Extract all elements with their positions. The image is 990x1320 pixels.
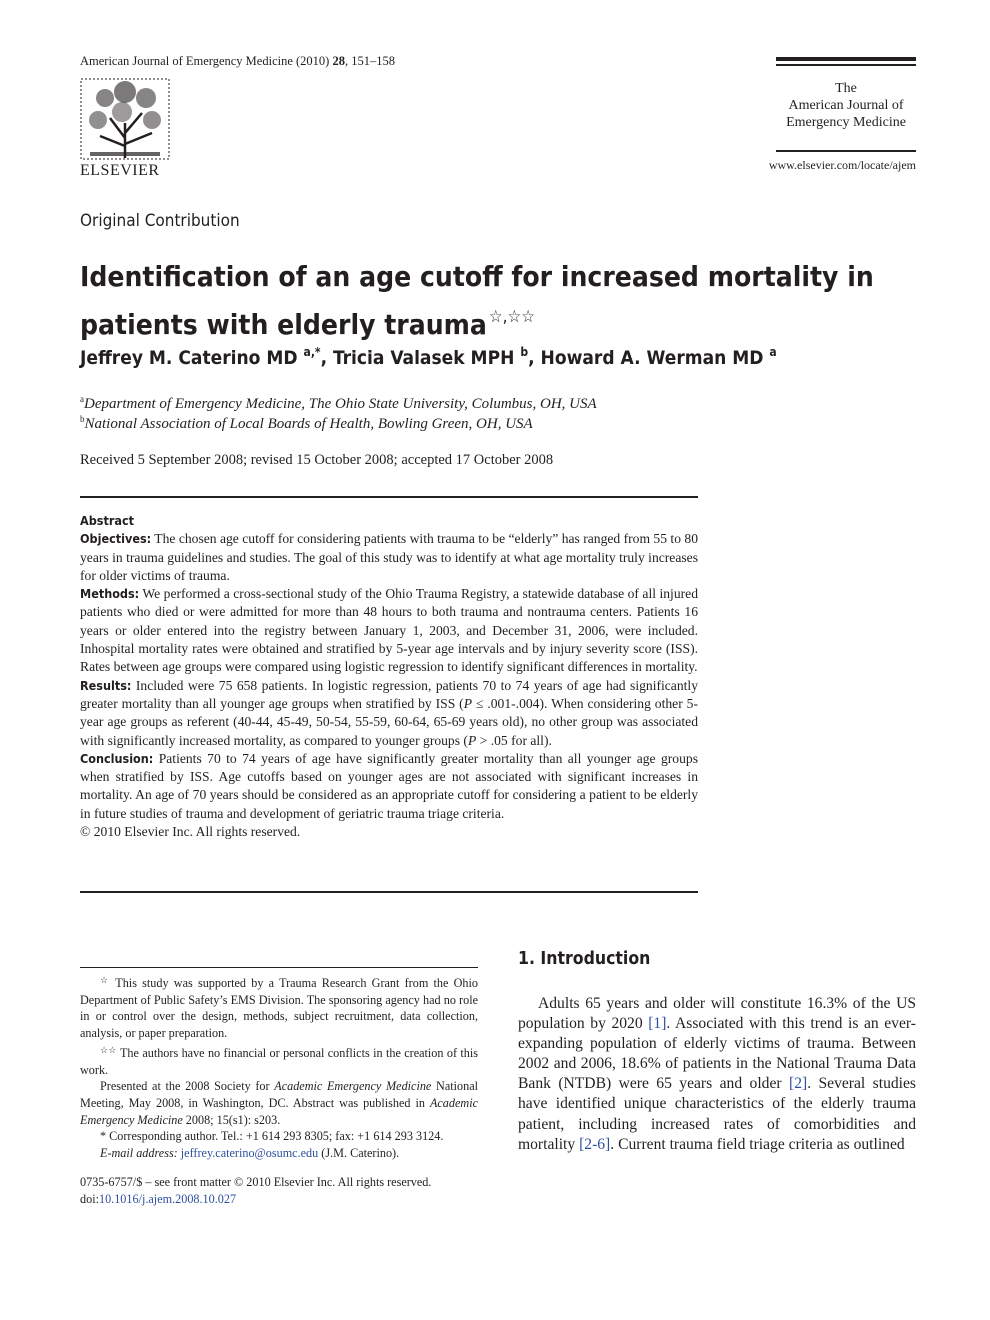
citation-pages: , 151–158 [344,54,395,68]
journal-url[interactable]: www.elsevier.com/locate/ajem [768,158,916,172]
journal-citation [80,54,395,69]
intro-text: . Current trauma field triage criteria as outlined [610,1135,905,1153]
front-matter [80,1174,431,1208]
section-type: Original Contribution [80,211,240,231]
footnote-text: The authors have no financial or personal conflicts in the creation of this work. [80,1045,479,1077]
introduction-heading: 1. Introduction [518,949,651,969]
reference-link[interactable]: [1] [648,1015,667,1033]
reference-link[interactable]: [2] [789,1075,808,1093]
doi-line [80,1191,431,1208]
footnote-italic: Academic Emergency Medicine [80,1095,478,1127]
affiliation-text: Department of Emergency Medicine, The Ohio State University, Columbus, OH, USA [84,396,597,412]
footnote-text: National Meeting, May 2008, in Washington, DC. Abstract was published in [80,1079,478,1110]
objectives-label: Objectives: [80,531,152,547]
footnote-rule [80,967,478,968]
footnote-text: Presented at the 2008 Society for [100,1079,275,1094]
intro-text: . Several studies have identified unique characteristics of the elderly trauma patient, including increased rates of comorbidities and mortality [518,1075,916,1153]
intro-text: Adults 65 years and older will constitute 16.3% of the US population by 2020 [518,995,916,1033]
methods-text: We performed a cross-sectional study of the Ohio Trauma Registry, a statewide database of all injured patients who died or were admitted for more than 48 hours to both trauma and nontrauma centers. Patients 16 years or older entered into the registry between January 1, 2003, and December 31, 2006, were included. Inhospital mortality rates were obtained and stratified by 5-year age intervals and by injury severity score (ISS). Rates between age groups were compared using logistic regression to identify significant differences in mortality. [80,586,698,675]
journal-name-line: Emergency Medicine [786,115,906,130]
footnote-funding [80,972,478,1042]
p-value-symbol: P [467,732,477,748]
footnote-mark: ☆ [100,975,111,985]
journal-rule [776,150,916,152]
results-text: Included were 75 658 patients. In logistic regression, patients 70 to 74 years of age had significantly greater mortality than all younger age groups when stratified by ISS ( [80,677,698,711]
article-dates: Received 5 September 2008; revised 15 October 2008; accepted 17 October 2008 [80,452,554,468]
affiliation [80,394,597,413]
introduction-body [518,994,916,1155]
abstract-conclusion [80,750,698,823]
author-affiliation-marker[interactable]: a [769,345,777,359]
citation-volume: 28 [332,54,345,68]
email-link[interactable]: jeffrey.caterino@osumc.edu [180,1146,319,1161]
intro-text: . Associated with this trend is an ever-expanding population of elderly victims of trauma. Between 2002 and 2006, 18.6% of patients in the National Trauma Data Bank (NTDB) were 65 years and older [518,1015,916,1093]
results-text: ≤ .001-.004). When considering other 5-year age groups as referent (40-44, 45-49, 50-54, 55-59, 60-64, 65-69 years old), no other group was associated with significantly increased mortality, as compared to younger groups ( [80,695,698,748]
affiliation [80,414,533,433]
doi-label: doi: [80,1192,99,1206]
author-separator: , [528,347,541,369]
affiliation-marker: a [80,394,84,404]
journal-rule [776,64,916,66]
author-affiliation-marker[interactable]: b [520,345,529,359]
results-label: Results: [80,677,132,693]
footnote-conflicts [80,1042,478,1078]
abstract-objectives [80,530,698,585]
author-separator: , [320,347,334,369]
objectives-text: The chosen age cutoff for considering patients with trauma to be “elderly” has ranged from 55 to 80 years in trauma guidelines and studies. The goal of this study was to identify at what age mortality truly increases for older victims of trauma. [80,531,698,583]
abstract [80,512,698,841]
affiliation-text: National Association of Local Boards of Health, Bowling Green, OH, USA [84,416,533,432]
author-affiliation-marker[interactable]: a,* [303,345,321,359]
journal-name-line: The [835,81,857,96]
doi-link[interactable]: 10.1016/j.ajem.2008.10.027 [98,1192,237,1206]
conclusion-text: Patients 70 to 74 years of age have significantly greater mortality than all younger age groups when stratified by ISS. Age cutoffs based on younger ages are not associated with significant increases in mortality. An age of 70 years should be considered as an appropriate cutoff for considering a patient to be elderly in future studies of trauma and development of geriatric trauma triage criteria. [80,750,698,821]
footnote-text: (J.M. Caterino). [318,1146,400,1161]
footnote-mark: ☆☆ [100,1044,117,1055]
author-name: Jeffrey M. Caterino MD [80,347,298,369]
abstract-methods [80,585,698,676]
publisher-wordmark: ELSEVIER [80,162,160,179]
p-value-symbol: P [463,695,473,711]
journal-rule [776,57,916,61]
footnote-text: 2008; 15(s1): s203. [182,1112,281,1127]
abstract-rule [80,496,698,498]
footnotes [80,972,478,1162]
conclusion-label: Conclusion: [80,750,154,766]
citation-journal: American Journal of Emergency Medicine (2010) [80,54,330,68]
footnote-corresponding [80,1128,478,1145]
footnote-presented [80,1078,478,1128]
abstract-rule [80,891,698,893]
footnote-mark: * [100,1129,107,1144]
abstract-results [80,677,698,750]
author-name: Howard A. Werman MD [540,347,764,369]
affiliation-marker: b [80,414,85,424]
abstract-copyright: © 2010 Elsevier Inc. All rights reserved. [80,824,301,840]
abstract-heading: Abstract [80,513,135,528]
journal-name [776,80,916,131]
methods-label: Methods: [80,586,140,602]
article-title-text: Identification of an age cutoff for increased mortality in patients with elderly trauma [80,260,874,341]
front-matter-text: 0735-6757/$ – see front matter © 2010 Elsevier Inc. All rights reserved. [80,1175,432,1189]
title-footnote-marks[interactable]: ☆,☆☆ [488,307,535,327]
footnote-text: This study was supported by a Trauma Research Grant from the Ohio Department of Public Safety’s EMS Division. The sponsoring agency had no role in or control over the design, methods, subject recruitment, data collection, analysis, or paper preparation. [80,976,479,1041]
footnote-text: Corresponding author. Tel.: +1 614 293 8305; fax: +1 614 293 3124. [109,1129,444,1144]
author-name: Tricia Valasek MPH [333,347,515,369]
footnote-email [80,1145,478,1162]
author-list [80,345,777,369]
reference-link[interactable]: [2-6] [579,1135,611,1153]
footnote-italic: Academic Emergency Medicine [274,1079,432,1094]
email-label: E-mail address: [100,1146,178,1161]
results-text: > .05 for all). [476,732,552,748]
journal-name-line: American Journal of [788,98,904,113]
article-title [80,257,910,345]
